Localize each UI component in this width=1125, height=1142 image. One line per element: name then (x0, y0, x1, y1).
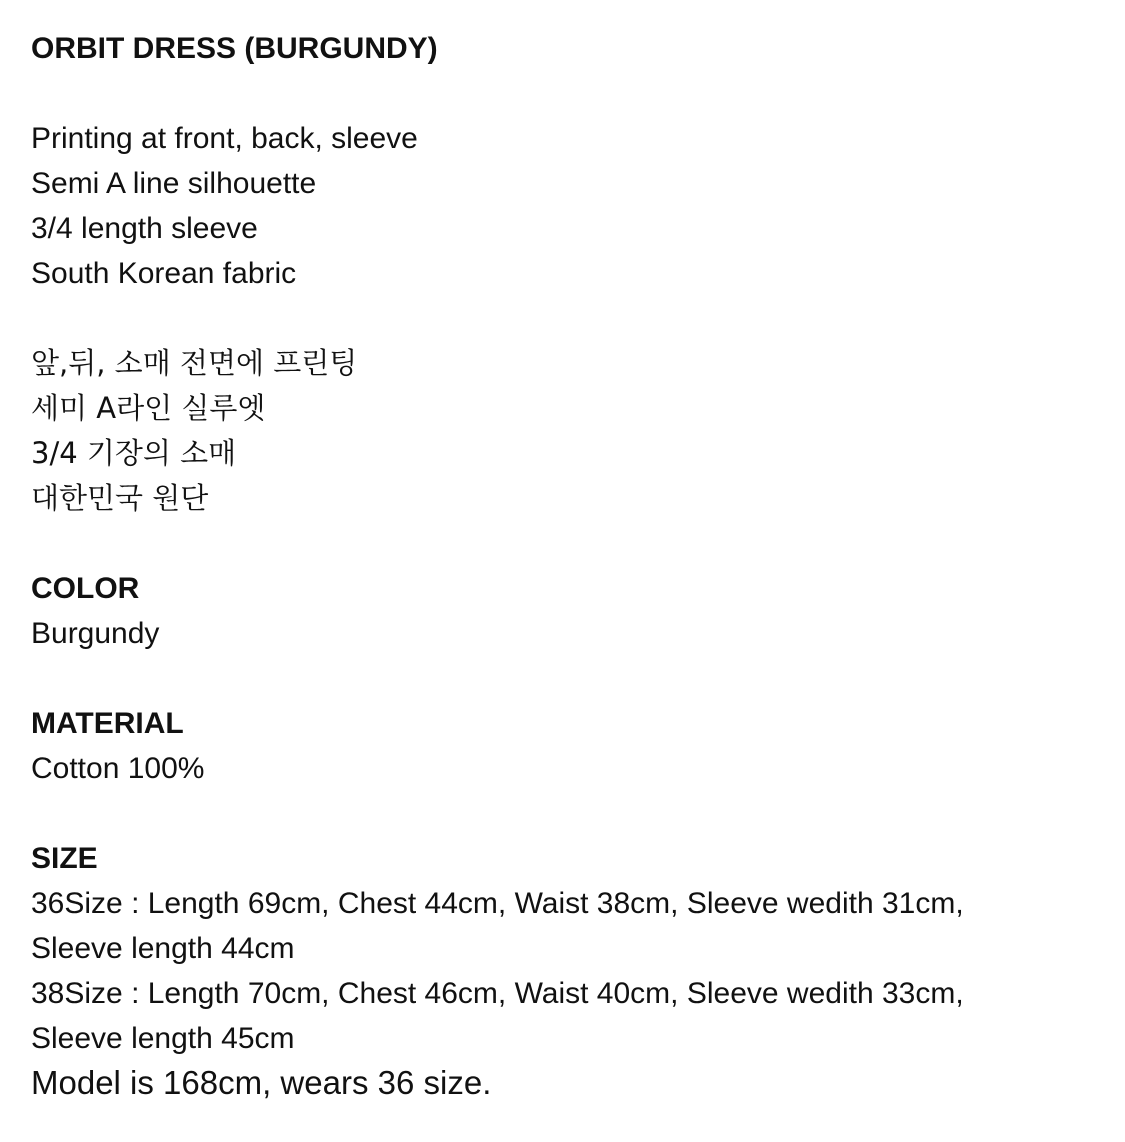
size-line: Sleeve length 44cm (31, 932, 295, 965)
size-line: 38Size : Length 70cm, Chest 46cm, Waist 40cm, Sleeve wedith 33cm, (31, 977, 964, 1010)
size-line: Sleeve length 45cm (31, 1022, 295, 1055)
feature-kr-line: 3/4 기장의 소매 (31, 436, 237, 470)
feature-en-line: Printing at front, back, sleeve (31, 122, 418, 155)
feature-kr-line: 대한민국 원단 (31, 481, 209, 515)
material-heading: MATERIAL (31, 707, 184, 740)
feature-en-line: Semi A line silhouette (31, 167, 317, 200)
size-heading: SIZE (31, 842, 98, 875)
feature-kr-line: 앞,뒤, 소매 전면에 프린팅 (31, 346, 358, 380)
color-value: Burgundy (31, 617, 160, 650)
color-heading: COLOR (31, 572, 140, 605)
feature-en-line: 3/4 length sleeve (31, 212, 258, 245)
size-line: 36Size : Length 69cm, Chest 44cm, Waist 38cm, Sleeve wedith 31cm, (31, 887, 964, 920)
model-note: Model is 168cm, wears 36 size. (31, 1064, 492, 1101)
product-title: ORBIT DRESS (BURGUNDY) (31, 32, 438, 65)
feature-kr-line: 세미 A라인 실루엣 (31, 391, 266, 425)
feature-en-line: South Korean fabric (31, 257, 297, 290)
material-value: Cotton 100% (31, 752, 205, 785)
